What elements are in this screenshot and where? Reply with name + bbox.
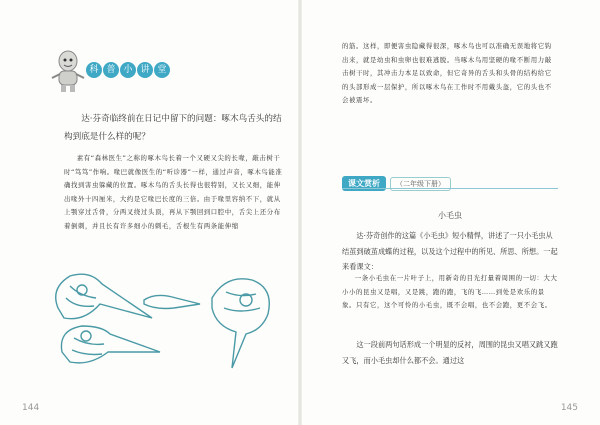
lead-text: 达·芬奇临终前在日记中留下的问题：啄木鸟舌头的结构到底是什么样的呢？ xyxy=(64,114,282,142)
intro-paragraph xyxy=(342,228,558,275)
tag-label: 课文赏析 xyxy=(342,176,386,191)
left-body xyxy=(64,152,286,234)
banner-char: 科 xyxy=(86,62,102,78)
mascot-icon xyxy=(50,48,86,94)
banner-char: 普 xyxy=(103,62,119,78)
intro-text: 达·芬奇创作的这篇《小毛虫》短小精悍，讲述了一只小毛虫从结茧到破茧成蝶的过程，以及这个过程中的所见、所思、所想。一起来看课文： xyxy=(342,231,558,271)
quote-paragraph xyxy=(342,272,558,313)
continued-text: 的筋。这样，即便害虫隐藏得很深，啄木鸟也可以准确无误地将它钩出来，就是幼虫和虫卵也很难逃脱。当啄木鸟用坚硬的喙不断用力敲击树干时，其冲击力本足以致命，但它奇异的舌头和头骨的结构给它的头部形成一层保护，所以啄木鸟在工作时不用戴头盔，它的头也不会被震坏。 xyxy=(342,42,552,105)
quote-text: 一条小毛虫在一片叶子上，用新奇的目光打量着周围的一切：大大小小的昆虫又是唱，又是跳，跑的跑，飞的飞……到处是欢乐的景象。只有它，这个可怜的小毛虫，既不会唱，也不会跑，更不会飞。 xyxy=(342,274,558,310)
banner-char: 讲 xyxy=(137,62,153,78)
left-body-text: 素有“森林医生”之称的啄木鸟长着一个又硬又尖的长喙，敲击树干时“笃笃”作响。喙巴就像医生的“听诊器”一样，通过声音，啄木鸟能准确找到害虫躲藏的位置。啄木鸟的舌头长得也很特别，又长又细，能伸出喙外十四厘米，大约是它喙巴长度的三倍。由于喙里容纳不下，就从上颚穿过舌骨，分两叉绕过头顶，再从下颚回到口腔中，舌尖上还分布着倒刺，并且长有许多细小的刺毛，舌根生有两条能伸缩 xyxy=(64,154,283,230)
page-number-right: 145 xyxy=(560,403,578,413)
section-subtitle: 小毛虫 xyxy=(438,211,462,220)
lead-question xyxy=(64,110,286,146)
banner-char: 堂 xyxy=(154,62,170,78)
tag-grade: （二年级下册） xyxy=(390,177,451,191)
right-continued-body xyxy=(342,40,556,108)
analysis-text: 这一段前两句话形成一个明显的反衬，周围的昆虫又唱又跳又跑又飞，而小毛虫却什么都不会。通过这 xyxy=(342,340,558,365)
woodpecker-skull-illustration xyxy=(40,268,280,378)
tag-divider xyxy=(342,188,558,189)
analysis-paragraph xyxy=(342,337,558,368)
page-number-left: 144 xyxy=(22,403,40,413)
section-banner xyxy=(86,62,170,78)
banner-char: 小 xyxy=(120,62,136,78)
